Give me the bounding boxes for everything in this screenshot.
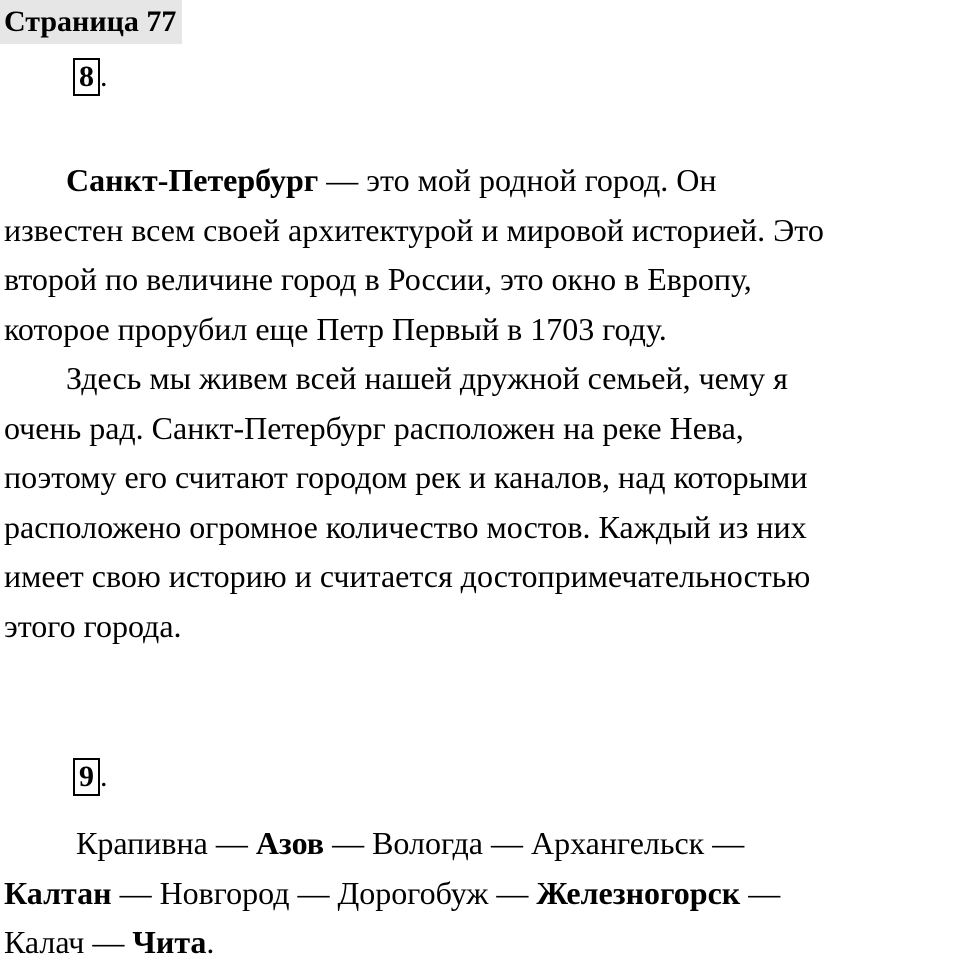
task-9-city-chain: [4, 819, 956, 968]
text-line: второй по величине город в России, это окно в Европу,: [4, 261, 752, 297]
city-arkhangelsk: Архангельск: [530, 825, 705, 861]
text-span: — это мой родной город. Он: [318, 162, 717, 198]
city-vologda: Вологда: [372, 825, 483, 861]
task-8-number-box: 8: [73, 58, 100, 96]
text-line: известен всем своей архитектурой и мировой историей. Это: [4, 211, 824, 248]
city-krapivna: Крапивна: [76, 825, 208, 861]
text-line: [4, 819, 956, 869]
city-zheleznogorsk: Железногорск: [536, 874, 741, 911]
task-9-number-box: 9: [73, 758, 100, 796]
dash-separator: —: [207, 825, 256, 861]
text-line: [4, 156, 956, 206]
task-8-paragraph-1: [4, 156, 956, 354]
city-kaltan: Калтан: [4, 874, 112, 911]
task-8-paragraph-2: [4, 354, 956, 651]
city-dorogobuzh: Дорогобуж: [337, 874, 489, 911]
city-chita: Чита: [132, 924, 207, 960]
dash-separator: —: [482, 825, 531, 861]
city-azov: Азов: [255, 825, 325, 861]
text-line: имеет свою историю и считается достопримечательностью: [4, 558, 811, 594]
city-kalach: Калач: [4, 924, 85, 960]
text-line: этого города.: [4, 607, 182, 644]
dash-separator: —: [289, 874, 338, 911]
dash-separator: —: [704, 825, 745, 861]
task-9-number: [73, 758, 108, 796]
city-novgorod: Новгород: [159, 874, 290, 911]
bold-term-saint-petersburg: Санкт-Петербург: [66, 162, 319, 198]
dash-separator: —: [84, 924, 133, 960]
text-line: которое прорубил еще Петр Первый в 1703 году.: [4, 310, 667, 347]
text-line: очень рад. Санкт-Петербург расположен на реке Нева,: [4, 409, 744, 446]
dash-separator: —: [740, 874, 781, 911]
page-title: Страница 77: [0, 0, 182, 44]
task-8-number-dot: .: [100, 60, 108, 93]
text-line: Здесь мы живем всей нашей дружной семьей, чему я: [66, 360, 788, 396]
dash-separator: —: [488, 874, 537, 911]
dash-separator: —: [111, 874, 160, 911]
text-line: [4, 869, 956, 919]
period: .: [206, 924, 215, 960]
text-line: поэтому его считают городом рек и каналов, над которыми: [4, 459, 808, 495]
dash-separator: —: [324, 825, 373, 861]
text-line: [4, 918, 956, 968]
text-line: расположено огромное количество мостов. Каждый из них: [4, 508, 807, 545]
task-8-number: [73, 58, 108, 96]
task-9-number-dot: .: [100, 760, 108, 793]
